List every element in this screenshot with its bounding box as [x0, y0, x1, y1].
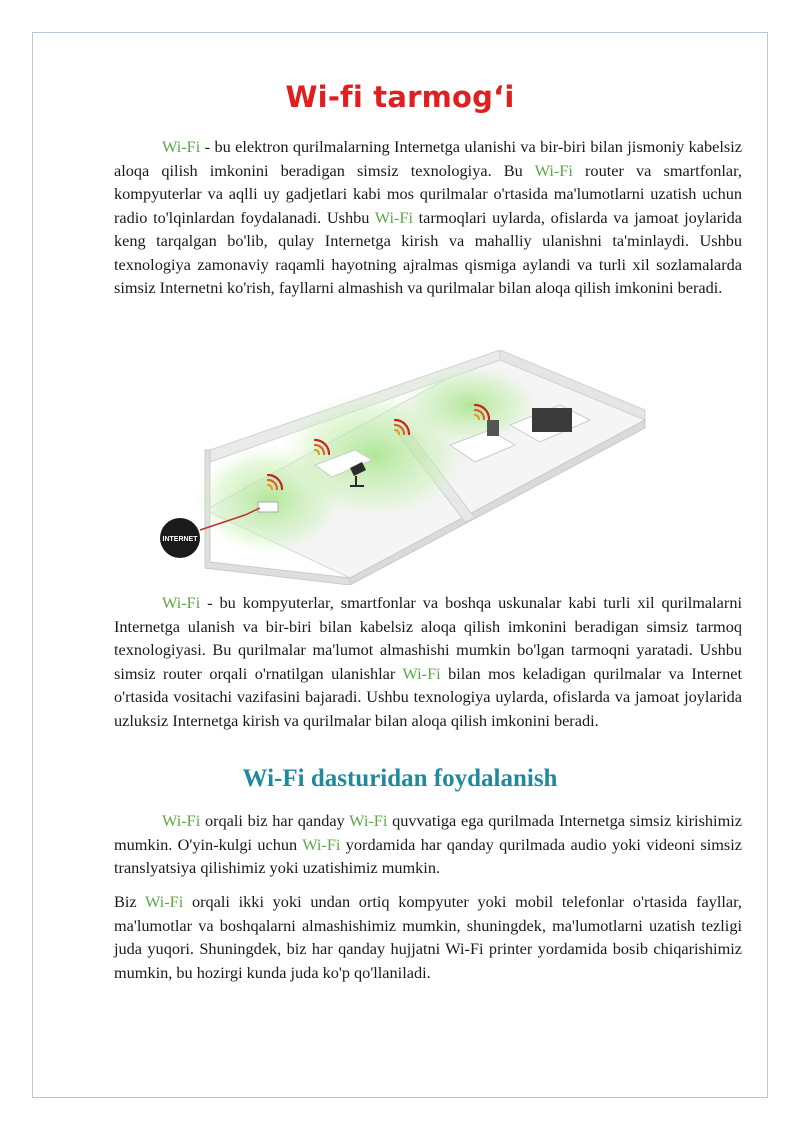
- paragraph-text: orqali biz har qanday: [200, 811, 350, 830]
- intro-paragraph: [114, 135, 742, 300]
- wifi-term: Wi-Fi: [374, 207, 413, 227]
- wifi-term: Wi-Fi: [534, 160, 573, 180]
- wifi-term: Wi-Fi: [402, 663, 441, 683]
- usage-paragraph: [114, 809, 742, 880]
- wifi-term: Wi-Fi: [162, 811, 201, 830]
- paragraph-text: Biz: [114, 892, 146, 911]
- paragraph-text: - bu kompyuterlar, smartfonlar va boshqa uskunalar kabi turli xil qurilmalarni Internetga ulanish va bir-biri bilan kabelsiz aloqa qilish imkonini beradigan simsiz tarmoq texnologiyasi. Bu qurilmalar ma'lumot almashishi mumkin bo'lgan tarmoqni yaratadi. Ushbu simsiz router orqali o'rnatilgan ulanishlar: [114, 593, 742, 683]
- file-sharing-paragraph: [114, 890, 742, 984]
- wifi-home-illustration: [150, 350, 655, 585]
- paragraph-text: router va smartfonlar, kompyuterlar va aqlli uy gadjetlari kabi mos qurilmalar o'rtasida ma'lumotlarni uzatish uchun radio to'lqinlardan foydalanadi. Ushbu: [114, 160, 742, 227]
- paragraph-text: quvvatiga ega qurilmada Internetga simsiz kirishimiz mumkin. O'yin-kulgi uchun: [114, 811, 742, 854]
- definition-paragraph: [114, 591, 742, 732]
- wifi-term: Wi-Fi: [162, 593, 201, 612]
- wifi-term: Wi-Fi: [349, 811, 388, 830]
- wifi-term: Wi-Fi: [162, 137, 201, 156]
- paragraph-text: orqali ikki yoki undan ortiq kompyuter yoki mobil telefonlar o'rtasida fayllar, ma'lumotlar va boshqalarni almashishimiz mumkin, shuningdek, ma'lumotlarni uzatish tezligi juda yuqori. Shuningdek, biz har qanday hujjatni Wi-Fi printer yordamida bosib chiqarishimiz mumkin, bu hozirgi kunda juda ko'p qo'llaniladi.: [114, 892, 742, 982]
- wifi-term: Wi-Fi: [145, 892, 184, 911]
- paragraph-text: tarmoqlari uylarda, ofislarda va jamoat joylarida keng tarqalgan bo'lib, qulay Internetga kirish va mahalliy ulanishni ta'minlaydi. Ushbu texnologiya zamonaviy raqamli hayotning ajralmas qismiga aylandi va turli xil sozlamalarda simsiz Internetni ko'rish, fayllarni almashish va qurilmalar bilan aloqa qilish imkonini beradi.: [114, 207, 743, 297]
- paragraph-text: bilan mos keladigan qurilmalar va Internet o'rtasida vositachi vazifasini bajaradi. Ushbu texnologiya uylarda, ofislarda va jamoat joylarida uzluksiz Internetga kirish va qurilmalar bilan aloqa qilish imkonini beradi.: [114, 663, 742, 730]
- page-title: Wi-fi tarmog‘i: [285, 80, 515, 114]
- wifi-term: Wi-Fi: [302, 834, 341, 854]
- paragraph-text: - bu elektron qurilmalarning Internetga ulanishi va bir-biri bilan jismoniy kabelsiz aloqa qilish imkonini beradigan simsiz texnologiya. Bu: [114, 137, 742, 180]
- section-heading: Wi-Fi dasturidan foydalanish: [242, 765, 558, 792]
- paragraph-text: yordamida har qanday qurilmada audio yoki videoni simsiz translyatsiya qilishimiz yoki uzatishimiz mumkin.: [114, 834, 742, 877]
- internet-label: INTERNET: [162, 536, 198, 543]
